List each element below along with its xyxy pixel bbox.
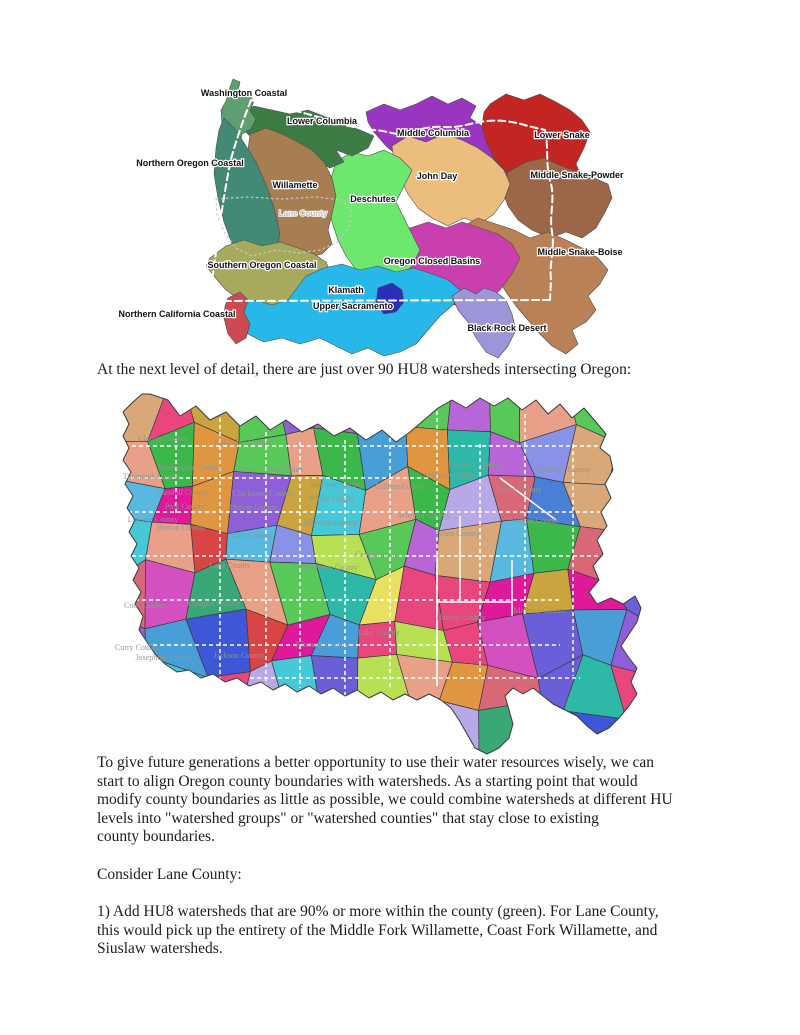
county-label-wasco-county: Wasco County [308, 494, 356, 503]
hu8-watershed-cell [608, 443, 655, 485]
county-label-wheeler-county: Wheeler County [397, 511, 451, 520]
county-label-sherman-county: Sherman County [310, 480, 364, 489]
hu8-intro-text: At the next level of detail, there are just over 90 HU8 watersheds intersecting Oregon: [97, 361, 632, 378]
county-label-klamath-county: Klamath County [295, 640, 349, 649]
hu6-region-label-lower-columbia: Lower Columbia [286, 116, 358, 126]
county-label-morrow-county: Morrow County [424, 471, 476, 480]
hu6-label-lane-county: Lane County [278, 209, 328, 218]
county-label-grant-county: Grant County [436, 529, 480, 538]
county-label-wallowa-county: Wallowa County [537, 465, 591, 474]
text-line: modify county boundaries as little as possible, we could combine watersheds at different HU [97, 791, 673, 809]
hu6-watershed-map [110, 75, 710, 370]
hu8-watershed-cell [416, 701, 450, 749]
hu6-region-label-deschutes: Deschutes [350, 194, 396, 204]
county-label-curry-county: Curry County [114, 643, 160, 652]
county-label-josephine-county: Josephine County [135, 653, 193, 662]
text-line: this would pick up the entirety of the Middle Fork Willamette, Coast Fork Willamette, and [97, 921, 658, 939]
county-label-coos-county: Coos County [123, 601, 167, 610]
county-label-washington-county: Washington County [158, 463, 222, 472]
hu8-watershed-cell [105, 656, 146, 710]
hu6-region-label-northern-oregon-coastal: Northern Oregon Coastal [136, 158, 244, 168]
county-label-malheur-county: Malheur County [513, 606, 567, 615]
hu6-region-label-willamette: Willamette [272, 180, 318, 190]
county-label-yamhill-county: Yamhill County [157, 488, 209, 497]
county-label-marion-county: Marion County [228, 503, 278, 512]
county-label-hood-river-county: Hood River County [240, 465, 304, 474]
county-label-linn-county: Linn County [231, 531, 273, 540]
hu6-region-label-black-rock-desert: Black Rock Desert [467, 323, 547, 333]
hu6-region-label-middle-snake-powder: Middle Snake-Powder [530, 170, 624, 180]
hu8-watershed-cell [447, 383, 490, 432]
text-line: 1) Add HU8 watersheds that are 90% or more within the county (green). For Lane County, [97, 903, 659, 920]
hu8-watershed-cell [358, 701, 418, 761]
county-label-union-county: Union County [496, 485, 542, 494]
county-label-lincoln-county: Lincoln County [127, 515, 179, 524]
hu6-region-label-lower-snake: Lower Snake [534, 130, 590, 140]
hu8-watershed-map [105, 383, 655, 763]
hu8-watershed-cell [613, 517, 655, 584]
county-label-polk-county: Polk County [164, 502, 206, 511]
county-label-jefferson-county: Jefferson County [302, 518, 358, 527]
hu6-region-label-klamath: Klamath [328, 285, 364, 295]
county-label-lake-county: Lake County [358, 628, 400, 637]
county-label-crook-county: Crook County [355, 550, 401, 559]
hu8-watershed-cell [358, 621, 397, 658]
hu8-watershed-cell [207, 672, 251, 721]
consider-lane-county-text: Consider Lane County: [97, 866, 242, 883]
hu6-region-label-middle-snake-boise: Middle Snake-Boise [537, 247, 623, 257]
hu8-watershed-cell [314, 383, 368, 434]
hu6-region-label-northern-california-coastal: Northern California Coastal [118, 309, 236, 319]
county-label-douglas-county: Douglas County [187, 599, 241, 608]
text-line: Siuslaw watersheds. [97, 940, 223, 958]
county-label-clatsop-county: Clatsop County [137, 434, 189, 443]
hu8-watershed-cell [619, 383, 655, 443]
hu8-watershed-cell [357, 383, 405, 434]
county-label-harney-county: Harney County [436, 613, 486, 622]
hu6-region-label-middle-columbia: Middle Columbia [397, 128, 469, 138]
hu8-watershed-cell [105, 705, 144, 758]
hu8-watershed-cell [239, 383, 286, 442]
hu6-region-label-southern-oregon-coastal: Southern Oregon Coastal [207, 260, 317, 270]
county-label-baker-county: Baker County [514, 516, 560, 525]
county-label-deschutes-county: Deschutes County [299, 563, 359, 572]
text-line: start to align Oregon county boundaries with watersheds. As a starting point that would [97, 772, 638, 790]
county-label-umatilla-county: Umatilla County [448, 460, 502, 469]
step1-paragraph [97, 903, 715, 959]
text-line: levels into "watershed groups" or "watershed counties" that stay close to existing [97, 809, 599, 827]
hu8-watershed-cell [204, 717, 245, 759]
county-label-gilliam-county: Gilliam County [375, 482, 425, 491]
county-label-lane-county: Lane County [209, 561, 251, 570]
hu6-region-label-washington-coastal: Washington Coastal [200, 88, 288, 98]
county-label-jackson-county: Jackson County [213, 651, 265, 660]
future-generations-paragraph [97, 754, 715, 847]
text-line: To give future generations a better opportunity to use their water resources wisely, we can [97, 754, 655, 771]
county-label-benton-county: Benton County [156, 523, 206, 532]
county-label-columbia-county: Columbia County [214, 438, 272, 447]
county-label-tillamook-county: Tillamook County [122, 472, 182, 481]
hu8-watershed-cell [239, 718, 292, 760]
text-line: county boundaries. [97, 828, 215, 846]
hu6-label-upper-sacramento: Upper Sacramento [312, 301, 394, 311]
hu6-region-label-john-day: John Day [416, 171, 458, 181]
hu6-region-label-oregon-closed-basins: Oregon Closed Basins [383, 256, 481, 266]
hu8-watershed-cell [142, 705, 207, 758]
hu8-watershed-cell [397, 383, 452, 430]
county-label-clackamas-county: Clackamas County [232, 489, 294, 498]
hu8-watershed-cell [608, 478, 655, 532]
